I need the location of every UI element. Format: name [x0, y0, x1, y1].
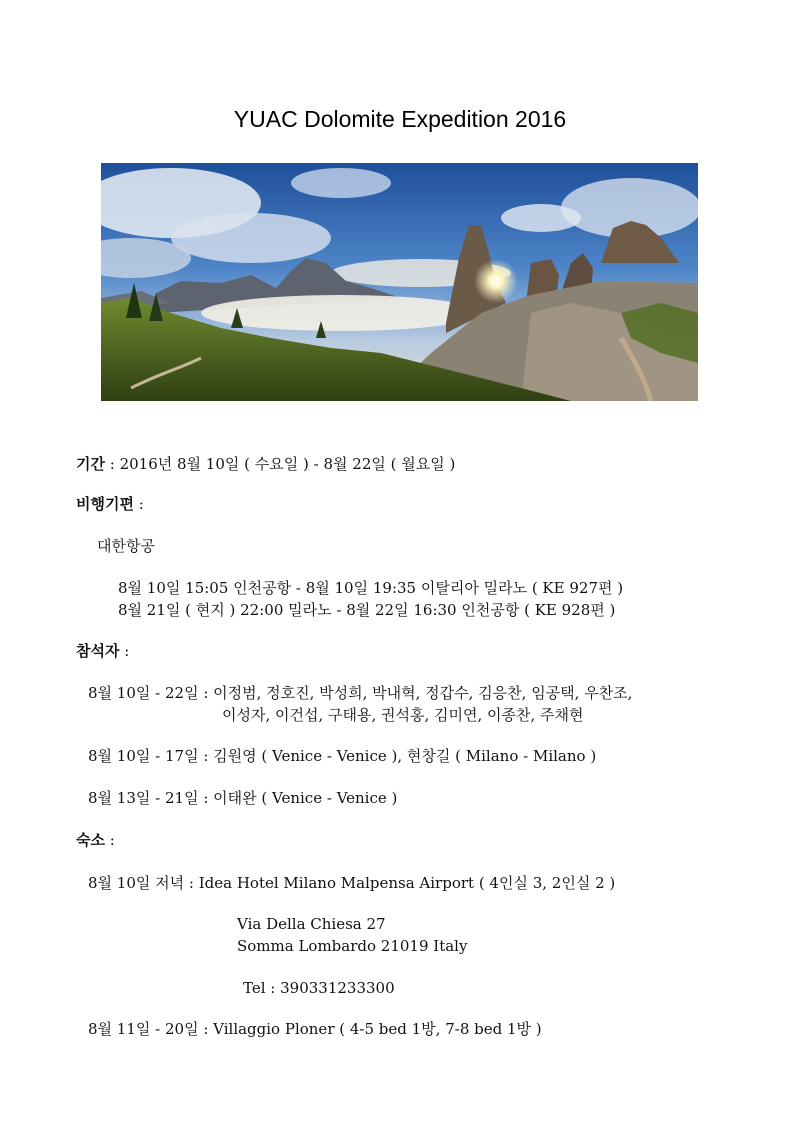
- flight-leg-outbound: 8월 10일 15:05 인천공항 - 8월 10일 19:35 이탈리아 밀라노 ( KE 927편 ): [118, 579, 624, 597]
- attendee-group-names: 김원영 ( Venice - Venice ), 현창길 ( Milano - Milano ): [213, 747, 597, 765]
- document-title: YUAC Dolomite Expedition 2016: [233, 106, 567, 132]
- airline-name: 대한항공: [97, 537, 155, 555]
- attendee-group-dates: 8월 13일 - 21일 :: [88, 789, 214, 807]
- attendee-group-dates: 8월 10일 - 22일 :: [88, 684, 214, 702]
- flight-leg-return: 8월 21일 ( 현지 ) 22:00 밀라노 - 8월 22일 16:30 인천공항 ( KE 928편 ): [118, 601, 616, 619]
- lodging-heading: [76, 830, 115, 850]
- attendee-group-names: 이태완 ( Venice - Venice ): [213, 789, 398, 807]
- flights-label: 비행기편: [76, 495, 134, 513]
- period-value: 2016년 8월 10일 ( 수요일 ) - 8월 22일 ( 월요일 ): [119, 455, 456, 473]
- hotel-address-city: Somma Lombardo 21019 Italy: [237, 937, 468, 955]
- period-separator: :: [104, 455, 120, 473]
- attendee-group-names-continued: 이성자, 이건섭, 구태용, 권석홍, 김미연, 이종찬, 주채현: [222, 706, 584, 724]
- lodging-label: 숙소: [76, 831, 105, 849]
- attendee-group-names: 이정범, 정호진, 박성희, 박내혁, 정갑수, 김응찬, 임공택, 우찬조,: [213, 684, 633, 702]
- attendee-group-late: [88, 788, 397, 808]
- attendee-group-early: [88, 746, 596, 766]
- attendees-label: 참석자: [76, 642, 120, 660]
- hotel-telephone: Tel : 390331233300: [243, 979, 395, 997]
- dolomite-panorama-photo: [101, 163, 698, 401]
- period-label: 기간: [76, 455, 105, 473]
- attendee-group-full: [88, 683, 632, 703]
- lodging-stay-airport-hotel: 8월 10일 저녁 : Idea Hotel Milano Malpensa Airport ( 4인실 3, 2인실 2 ): [88, 874, 616, 892]
- lodging-stay-villaggio: 8월 11일 - 20일 : Villaggio Ploner ( 4-5 bed 1방, 7-8 bed 1방 ): [88, 1020, 542, 1038]
- flights-heading: [76, 494, 144, 514]
- attendees-separator: :: [119, 642, 130, 660]
- attendee-group-dates: 8월 10일 - 17일 :: [88, 747, 214, 765]
- period-line: [76, 454, 455, 474]
- attendees-heading: [76, 641, 129, 661]
- lodging-separator: :: [104, 831, 115, 849]
- flights-separator: :: [133, 495, 144, 513]
- hotel-address-street: Via Della Chiesa 27: [237, 915, 386, 933]
